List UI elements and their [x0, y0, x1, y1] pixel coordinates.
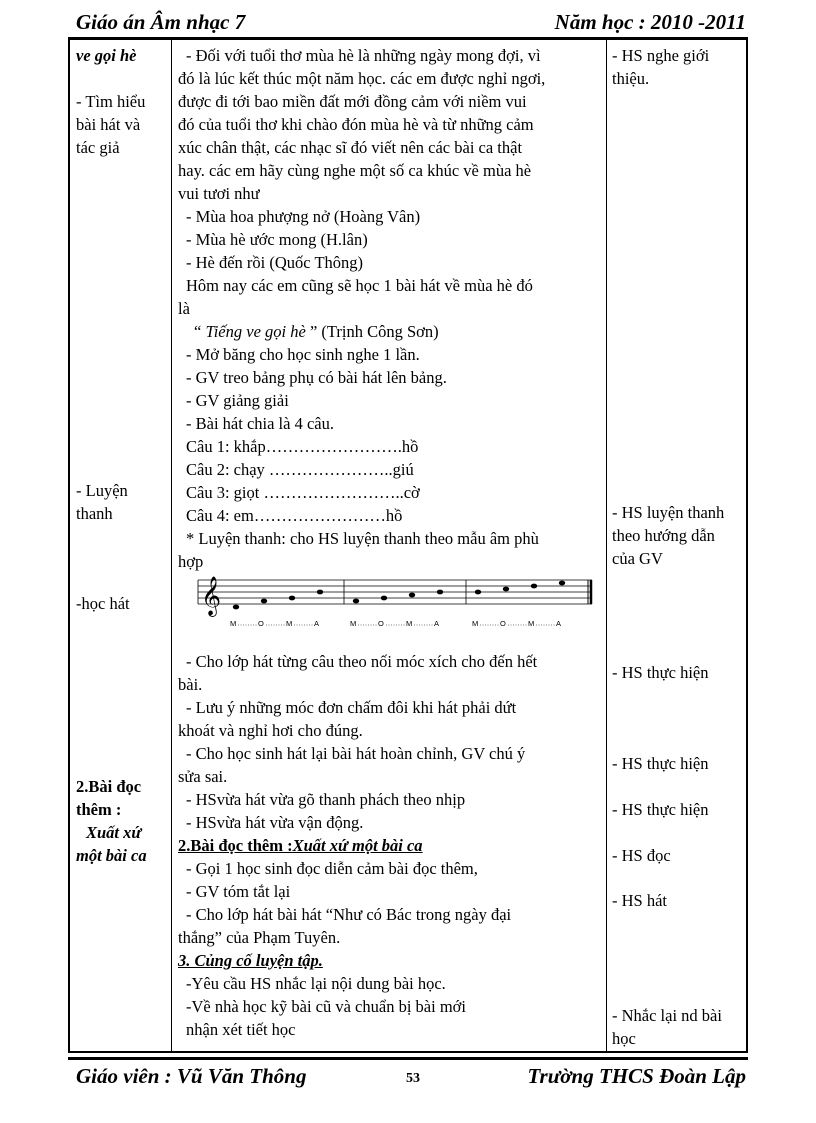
note-head	[317, 590, 323, 595]
student-activity: học	[612, 1029, 636, 1048]
text-line: - GV giảng giải	[186, 391, 289, 410]
text-line: - GV tóm tắt lại	[186, 882, 291, 901]
student-activity: - HS thực hiện	[612, 800, 709, 819]
step-label: Xuất xứ	[86, 823, 142, 842]
syllable-label: A	[434, 619, 440, 628]
text-line: - GV treo bảng phụ có bài hát lên bảng.	[186, 368, 447, 387]
text-line: đó là lúc kết thúc một năm học. các em được nghỉ ngơi,	[178, 69, 546, 88]
text-line: được đi tới bao miền đất mới đồng cảm với niềm vui	[178, 92, 527, 111]
note-head	[381, 596, 387, 601]
student-activity: - HS luyện thanh	[612, 503, 725, 522]
text-line: nhận xét tiết học	[186, 1020, 296, 1039]
header-rule	[68, 37, 748, 40]
song-title-line: “ Tiếng ve gọi hè ” (Trịnh Công Sơn)	[194, 322, 439, 341]
step-label: bài hát và	[76, 115, 141, 134]
text-line: - Hè đến rồi (Quốc Thông)	[186, 253, 364, 272]
right-column-top	[612, 44, 744, 90]
text-line: đó của tuổi thơ khi chào đón mùa hè và từ những cảm	[178, 115, 534, 134]
footer-teacher: Giáo viên : Vũ Văn Thông	[76, 1064, 307, 1088]
syllable-label: O	[378, 619, 384, 628]
note-head	[261, 599, 267, 604]
step-label: - Luyện	[76, 481, 128, 500]
student-activity: - HS nghe giới	[612, 46, 710, 65]
step-label: một bài ca	[76, 846, 147, 865]
section-title-cont: ve gọi hè	[76, 46, 137, 65]
text-line: - HSvừa hát vừa gõ thanh phách theo nhịp	[186, 790, 466, 809]
text-line: Câu 4: em……………………hồ	[186, 506, 403, 525]
student-activity: thiệu.	[612, 69, 650, 88]
text-line: Hôm nay các em cũng sẽ học 1 bài hát về mùa hè đó	[186, 276, 533, 295]
text-line: -Yêu cầu HS nhắc lại nội dung bài học.	[186, 974, 446, 993]
student-activity: - HS thực hiện	[612, 663, 709, 682]
syllable-label: M	[528, 619, 535, 628]
header-year: Năm học : 2010 -2011	[554, 10, 746, 34]
syllable-label: O	[500, 619, 506, 628]
step-label: thêm :	[76, 800, 122, 819]
text-line: hợp	[178, 552, 204, 571]
text-line: - Mở băng cho học sinh nghe 1 lần.	[186, 345, 420, 364]
note-head	[409, 593, 415, 598]
note-head	[353, 599, 359, 604]
text-line: - Cho lớp hát bài hát “Như có Bác trong ngày đại	[186, 905, 512, 924]
middle-column-top	[178, 44, 604, 573]
text-line: hay. các em hãy cùng nghe một số ca khúc về mùa hè	[178, 161, 532, 180]
note-head	[559, 581, 565, 586]
step-label: - Tìm hiểu	[76, 92, 146, 111]
syllable-label: M	[230, 619, 237, 628]
note-head	[475, 590, 481, 595]
syllable-label: M	[472, 619, 479, 628]
syllable-label: M	[406, 619, 413, 628]
text-line: - Gọi 1 học sinh đọc diễn cảm bài đọc thêm,	[186, 859, 478, 878]
note-head	[289, 596, 295, 601]
text-line: - HSvừa hát vừa vận động.	[186, 813, 364, 832]
syllable-label: O	[258, 619, 264, 628]
text-line: - Mùa hoa phượng nở (Hoàng Vân)	[186, 207, 421, 226]
music-staff	[196, 572, 594, 632]
text-line: -Về nhà học kỹ bài cũ và chuẩn bị bài mới	[186, 997, 466, 1016]
note-head	[437, 590, 443, 595]
student-activity: của GV	[612, 549, 663, 568]
note-head	[503, 587, 509, 592]
student-activity: - HS hát	[612, 891, 667, 910]
staff-graphic	[196, 572, 594, 632]
student-activity: - Nhắc lại nd bài	[612, 1006, 722, 1025]
section-heading: 3. Củng cố luyện tập.	[178, 951, 323, 970]
text-line: khoát và nghỉ hơi cho đúng.	[178, 721, 363, 740]
left-column-warmup	[76, 479, 168, 525]
step-label: -học hát	[76, 594, 130, 613]
text-line: - Lưu ý những móc đơn chấm đôi khi hát phải dứt	[186, 698, 517, 717]
note-head	[531, 584, 537, 589]
text-line: xúc chân thật, các nhạc sĩ đó viết nên các bài ca thật	[178, 138, 523, 157]
left-column	[76, 44, 168, 159]
middle-column-bottom	[178, 650, 604, 1041]
syllable-label: A	[556, 619, 562, 628]
section-heading: 2.Bài đọc thêm :Xuất xứ một bài ca	[178, 836, 423, 855]
text-line: - Cho học sinh hát lại bài hát hoàn chỉnh, GV chú ý	[186, 744, 526, 763]
footer-rule	[68, 1057, 748, 1060]
syllable-label: M	[350, 619, 357, 628]
treble-clef-icon: 𝄞	[201, 576, 222, 616]
note-head	[233, 605, 239, 610]
student-activity: - HS đọc	[612, 846, 671, 865]
left-column-sing	[76, 592, 168, 615]
right-column-end	[612, 1004, 744, 1050]
text-line: - Cho lớp hát từng câu theo nối móc xích cho đến hết	[186, 652, 538, 671]
step-label: 2.Bài đọc	[76, 777, 142, 796]
syllable-label: M	[286, 619, 293, 628]
text-line: - Mùa hè ước mong (H.lân)	[186, 230, 368, 249]
step-label: thanh	[76, 504, 113, 523]
text-line: bài.	[178, 675, 203, 694]
text-line: * Luyện thanh: cho HS luyện thanh theo mẫu âm phù	[186, 529, 539, 548]
page-number: 53	[406, 1071, 420, 1086]
text-line: - Bài hát chia là 4 câu.	[186, 414, 334, 433]
student-activity: - HS thực hiện	[612, 754, 709, 773]
footer-school: Trường THCS Đoàn Lập	[527, 1064, 746, 1088]
text-line: Câu 1: khắp…………………….hồ	[186, 437, 419, 456]
left-column-reading	[76, 775, 168, 867]
student-activity: theo hướng dẫn	[612, 526, 715, 545]
right-column-warmup	[612, 501, 744, 570]
text-line: vui tươi như	[178, 184, 260, 203]
text-line: Câu 3: giọt ……………………..cờ	[186, 483, 420, 502]
text-line: sửa sai.	[178, 767, 228, 786]
text-line: - Đối với tuổi thơ mùa hè là những ngày mong đợi, vì	[186, 46, 541, 65]
step-label: tác giả	[76, 138, 120, 157]
text-line: Câu 2: chạy …………………..giú	[186, 460, 414, 479]
syllable-label: A	[314, 619, 320, 628]
text-line: thắng” của Phạm Tuyên.	[178, 928, 341, 947]
text-line: là	[178, 299, 190, 318]
header-title: Giáo án Âm nhạc 7	[76, 10, 246, 34]
